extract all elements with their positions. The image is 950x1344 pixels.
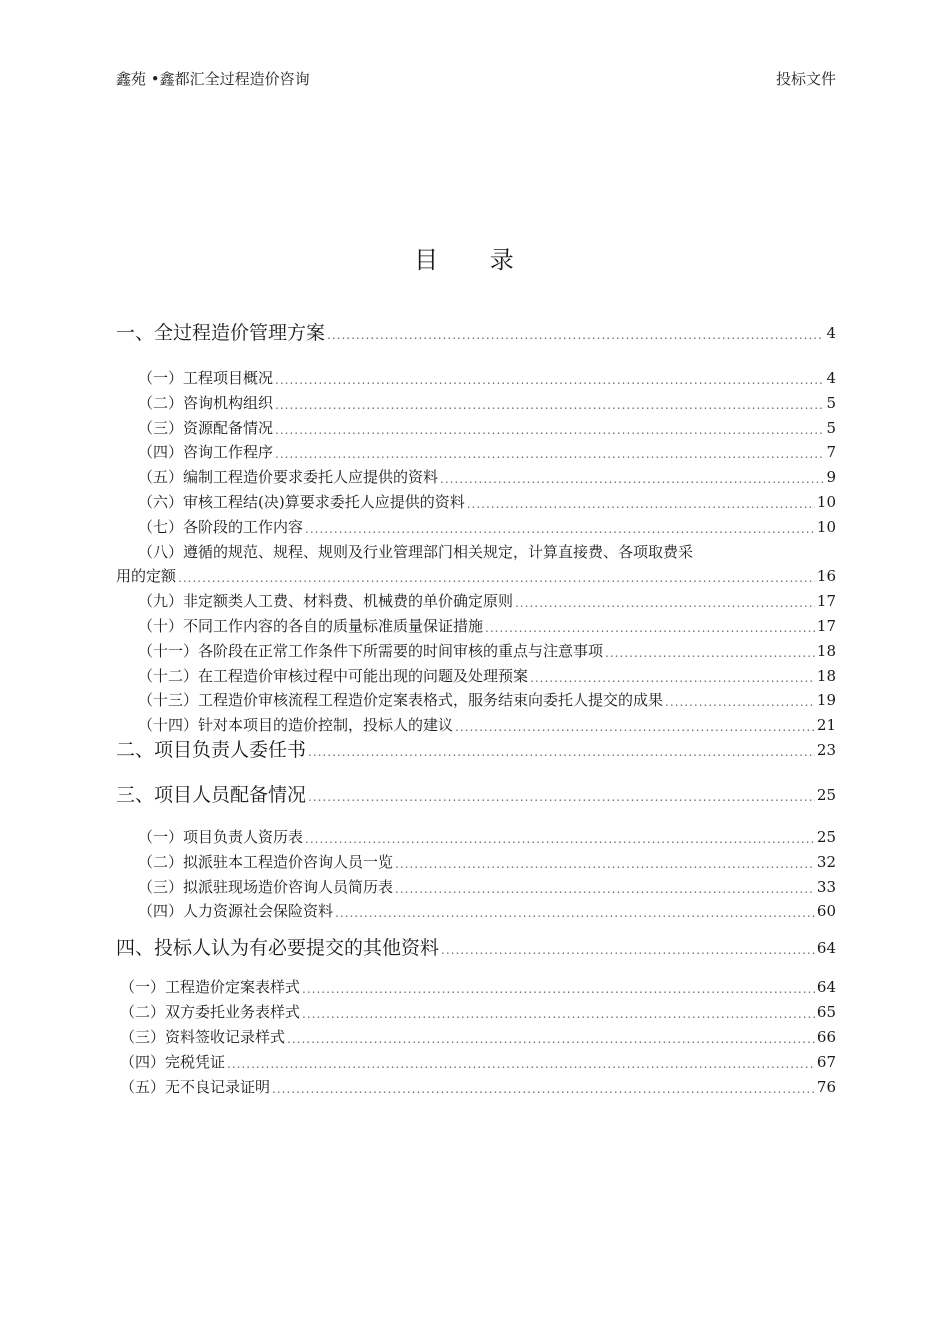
toc-entry-page: 76 [816, 1078, 836, 1096]
toc-entry-page: 10 [816, 493, 836, 511]
toc-entry-page: 4 [826, 324, 836, 342]
toc-entry-label: （二）拟派驻本工程造价咨询人员一览 [138, 853, 394, 871]
toc-entry[interactable] [116, 615, 836, 637]
toc-entry-page: 32 [816, 853, 836, 871]
toc-entry[interactable] [116, 491, 836, 513]
toc-entry-label: （四）人力资源社会保险资料 [138, 902, 334, 920]
toc-entry[interactable] [116, 876, 836, 898]
toc-entry-page: 60 [816, 902, 836, 920]
toc-entry-label: （一）项目负责人资历表 [138, 828, 304, 846]
toc-entry[interactable] [116, 1026, 836, 1048]
toc-entry-page: 9 [826, 468, 836, 486]
toc-entry-label: （五）无不良记录证明 [120, 1078, 271, 1096]
toc-title: 目 录 [414, 246, 536, 274]
toc-entry[interactable] [116, 976, 836, 998]
toc-entry-page: 64 [816, 978, 836, 996]
toc-entry[interactable] [116, 565, 836, 587]
toc-entry[interactable] [116, 784, 836, 806]
toc-leader-dots [308, 788, 815, 806]
toc-entry-label: （六）审核工程结(决)算要求委托人应提供的资料 [138, 493, 465, 511]
toc-leader-dots [275, 371, 824, 389]
toc-entry-label: （一）工程造价定案表样式 [120, 978, 301, 996]
toc-leader-dots [308, 743, 815, 761]
toc-leader-dots [467, 495, 815, 513]
toc-entry-page: 5 [826, 394, 836, 412]
toc-leader-dots [305, 520, 815, 538]
toc-entry[interactable] [116, 322, 836, 344]
toc-entry-page: 16 [816, 567, 836, 585]
toc-entry-page: 18 [816, 642, 836, 660]
toc-entry-label: 一、全过程造价管理方案 [116, 322, 326, 344]
toc-entry-label: （五）编制工程造价要求委托人应提供的资料 [138, 468, 439, 486]
toc-entry[interactable] [116, 1051, 836, 1073]
toc-leader-dots [485, 619, 815, 637]
toc-entry-wrap-line: （八）遵循的规范、规程、规则及行业管理部门相关规定，计算直接费、各项取费采 [138, 543, 694, 561]
toc-entry-label: （十二）在工程造价审核过程中可能出现的问题及处理预案 [138, 667, 529, 685]
toc-leader-dots [530, 669, 815, 687]
toc-leader-dots [515, 594, 815, 612]
toc-entry-page: 25 [816, 786, 836, 804]
toc-entry[interactable] [116, 739, 836, 761]
toc-leader-dots [455, 718, 815, 736]
toc-entry-page: 23 [816, 741, 836, 759]
toc-entry[interactable] [116, 516, 836, 538]
toc-entry[interactable] [116, 937, 836, 959]
toc-entry-label: （二）双方委托业务表样式 [120, 1003, 301, 1021]
toc-entry-page: 7 [826, 443, 836, 461]
toc-entry[interactable] [116, 640, 836, 662]
toc-entry[interactable] [116, 417, 836, 439]
toc-leader-dots [440, 470, 824, 488]
toc-entry-label: （三）拟派驻现场造价咨询人员简历表 [138, 878, 394, 896]
toc-entry[interactable] [116, 1076, 836, 1098]
toc-leader-dots [335, 904, 815, 922]
toc-entry[interactable] [116, 665, 836, 687]
toc-leader-dots [272, 1080, 815, 1098]
toc-leader-dots [275, 445, 824, 463]
toc-leader-dots [395, 855, 815, 873]
toc-entry-label: （二）咨询机构组织 [138, 394, 274, 412]
toc-leader-dots [395, 880, 815, 898]
toc-entry[interactable] [116, 590, 836, 612]
toc-entry-label: 四、投标人认为有必要提交的其他资料 [116, 937, 440, 959]
toc-entry-page: 17 [816, 617, 836, 635]
toc-entry-page: 64 [816, 939, 836, 957]
toc-leader-dots [275, 421, 824, 439]
toc-entry[interactable] [116, 851, 836, 873]
toc-entry-page: 19 [816, 691, 836, 709]
toc-leader-dots [305, 830, 815, 848]
toc-entry-page: 4 [826, 369, 836, 387]
toc-entry[interactable] [116, 689, 836, 711]
toc-entry-page: 25 [816, 828, 836, 846]
toc-entry-label: （十一）各阶段在正常工作条件下所需要的时间审核的重点与注意事项 [138, 642, 604, 660]
toc-entry[interactable] [116, 441, 836, 463]
toc-entry[interactable] [116, 466, 836, 488]
toc-leader-dots [665, 693, 815, 711]
header-right-text: 投标文件 [775, 70, 836, 88]
toc-entry-label: （一）工程项目概况 [138, 369, 274, 387]
toc-entry-page: 33 [816, 878, 836, 896]
toc-entry[interactable] [116, 900, 836, 922]
toc-leader-dots [302, 1005, 815, 1023]
toc-entry-label: （四）咨询工作程序 [138, 443, 274, 461]
toc-entry-page: 21 [816, 716, 836, 734]
toc-entry[interactable] [116, 392, 836, 414]
toc-leader-dots [287, 1030, 815, 1048]
toc-leader-dots [441, 941, 815, 959]
page-header [116, 68, 836, 89]
toc-entry-label: （七）各阶段的工作内容 [138, 518, 304, 536]
toc-entry[interactable] [116, 714, 836, 736]
toc-entry[interactable] [116, 367, 836, 389]
toc-entry[interactable] [116, 826, 836, 848]
toc-leader-dots [605, 644, 815, 662]
toc-entry-label: （十四）针对本项目的造价控制，投标人的建议 [138, 716, 454, 734]
toc-leader-dots [302, 980, 815, 998]
toc-entry-label: （十）不同工作内容的各自的质量标准质量保证措施 [138, 617, 484, 635]
toc-entry-label: （四）完税凭证 [120, 1053, 226, 1071]
toc-leader-dots [178, 569, 815, 587]
toc-entry-label: 用的定额 [116, 567, 177, 585]
toc-entry-page: 17 [816, 592, 836, 610]
toc-entry-label: 三、项目人员配备情况 [116, 784, 307, 806]
toc-entry[interactable] [116, 1001, 836, 1023]
toc-entry-page: 66 [816, 1028, 836, 1046]
toc-entry-label: （十三）工程造价审核流程工程造价定案表格式，服务结束向委托人提交的成果 [138, 691, 664, 709]
toc-leader-dots [227, 1055, 815, 1073]
toc-entry-page: 18 [816, 667, 836, 685]
toc-entry-page: 67 [816, 1053, 836, 1071]
toc-entry-page: 5 [826, 419, 836, 437]
toc-entry-label: （三）资源配备情况 [138, 419, 274, 437]
toc-entry-label: （九）非定额类人工费、材料费、机械费的单价确定原则 [138, 592, 514, 610]
toc-leader-dots [275, 396, 824, 414]
toc-entry-page: 10 [816, 518, 836, 536]
toc-entry-label: 二、项目负责人委任书 [116, 739, 307, 761]
toc-entry-label: （三）资料签收记录样式 [120, 1028, 286, 1046]
toc-leader-dots [327, 326, 824, 344]
header-left-text: 鑫苑 •鑫都汇全过程造价咨询 [116, 70, 310, 88]
toc-entry-page: 65 [816, 1003, 836, 1021]
